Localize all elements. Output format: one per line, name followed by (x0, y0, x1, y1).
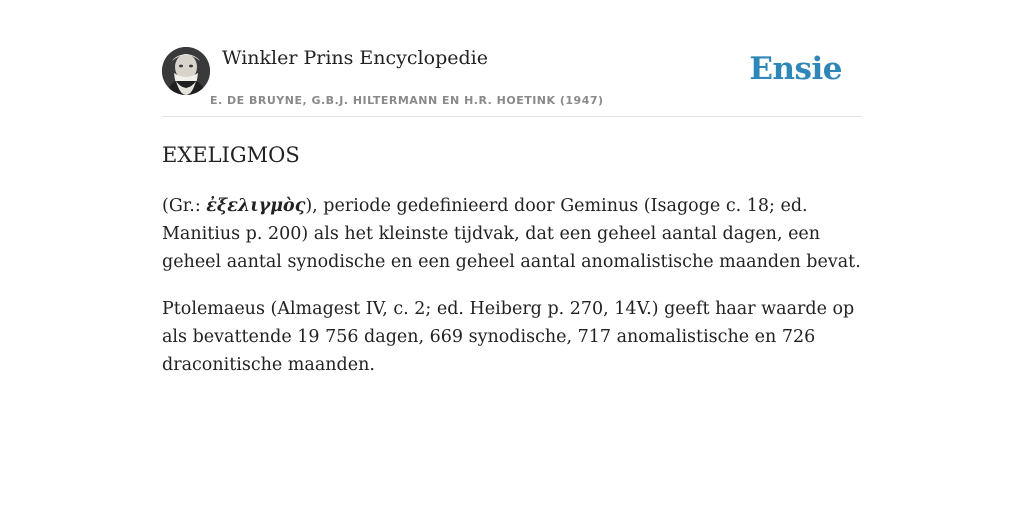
paragraph-text: ), periode gedefinieerd door Geminus (Isagoge c. 18; ed. Manitius p. 200) als het kleinste tijdvak, dat een geheel aantal dagen, een geheel aantal synodische en een geheel aantal anomalistische maanden bevat. (162, 196, 861, 272)
entry-paragraph-definition (162, 192, 872, 276)
entry-paragraph-ptolemaeus: Ptolemaeus (Almagest IV, c. 2; ed. Heiberg p. 270, 14V.) geeft haar waarde op als bevattende 19 756 dagen, 669 synodische, 717 anomalistische en 726 draconitische maanden. (162, 299, 855, 375)
entry-title: EXELIGMOS (162, 143, 300, 167)
encyclopedia-header (162, 40, 862, 117)
ensie-logo-link[interactable]: Ensie (749, 51, 842, 87)
greek-term: ἐξελιγμὸς (206, 196, 306, 216)
author-portrait-icon (162, 47, 210, 95)
paragraph-prefix: (Gr.: (162, 196, 207, 216)
authors-credit: E. DE BRUYNE, G.B.J. HILTERMANN EN H.R. HOETINK (1947) (210, 94, 604, 107)
encyclopedia-title[interactable]: Winkler Prins Encyclopedie (222, 47, 488, 69)
